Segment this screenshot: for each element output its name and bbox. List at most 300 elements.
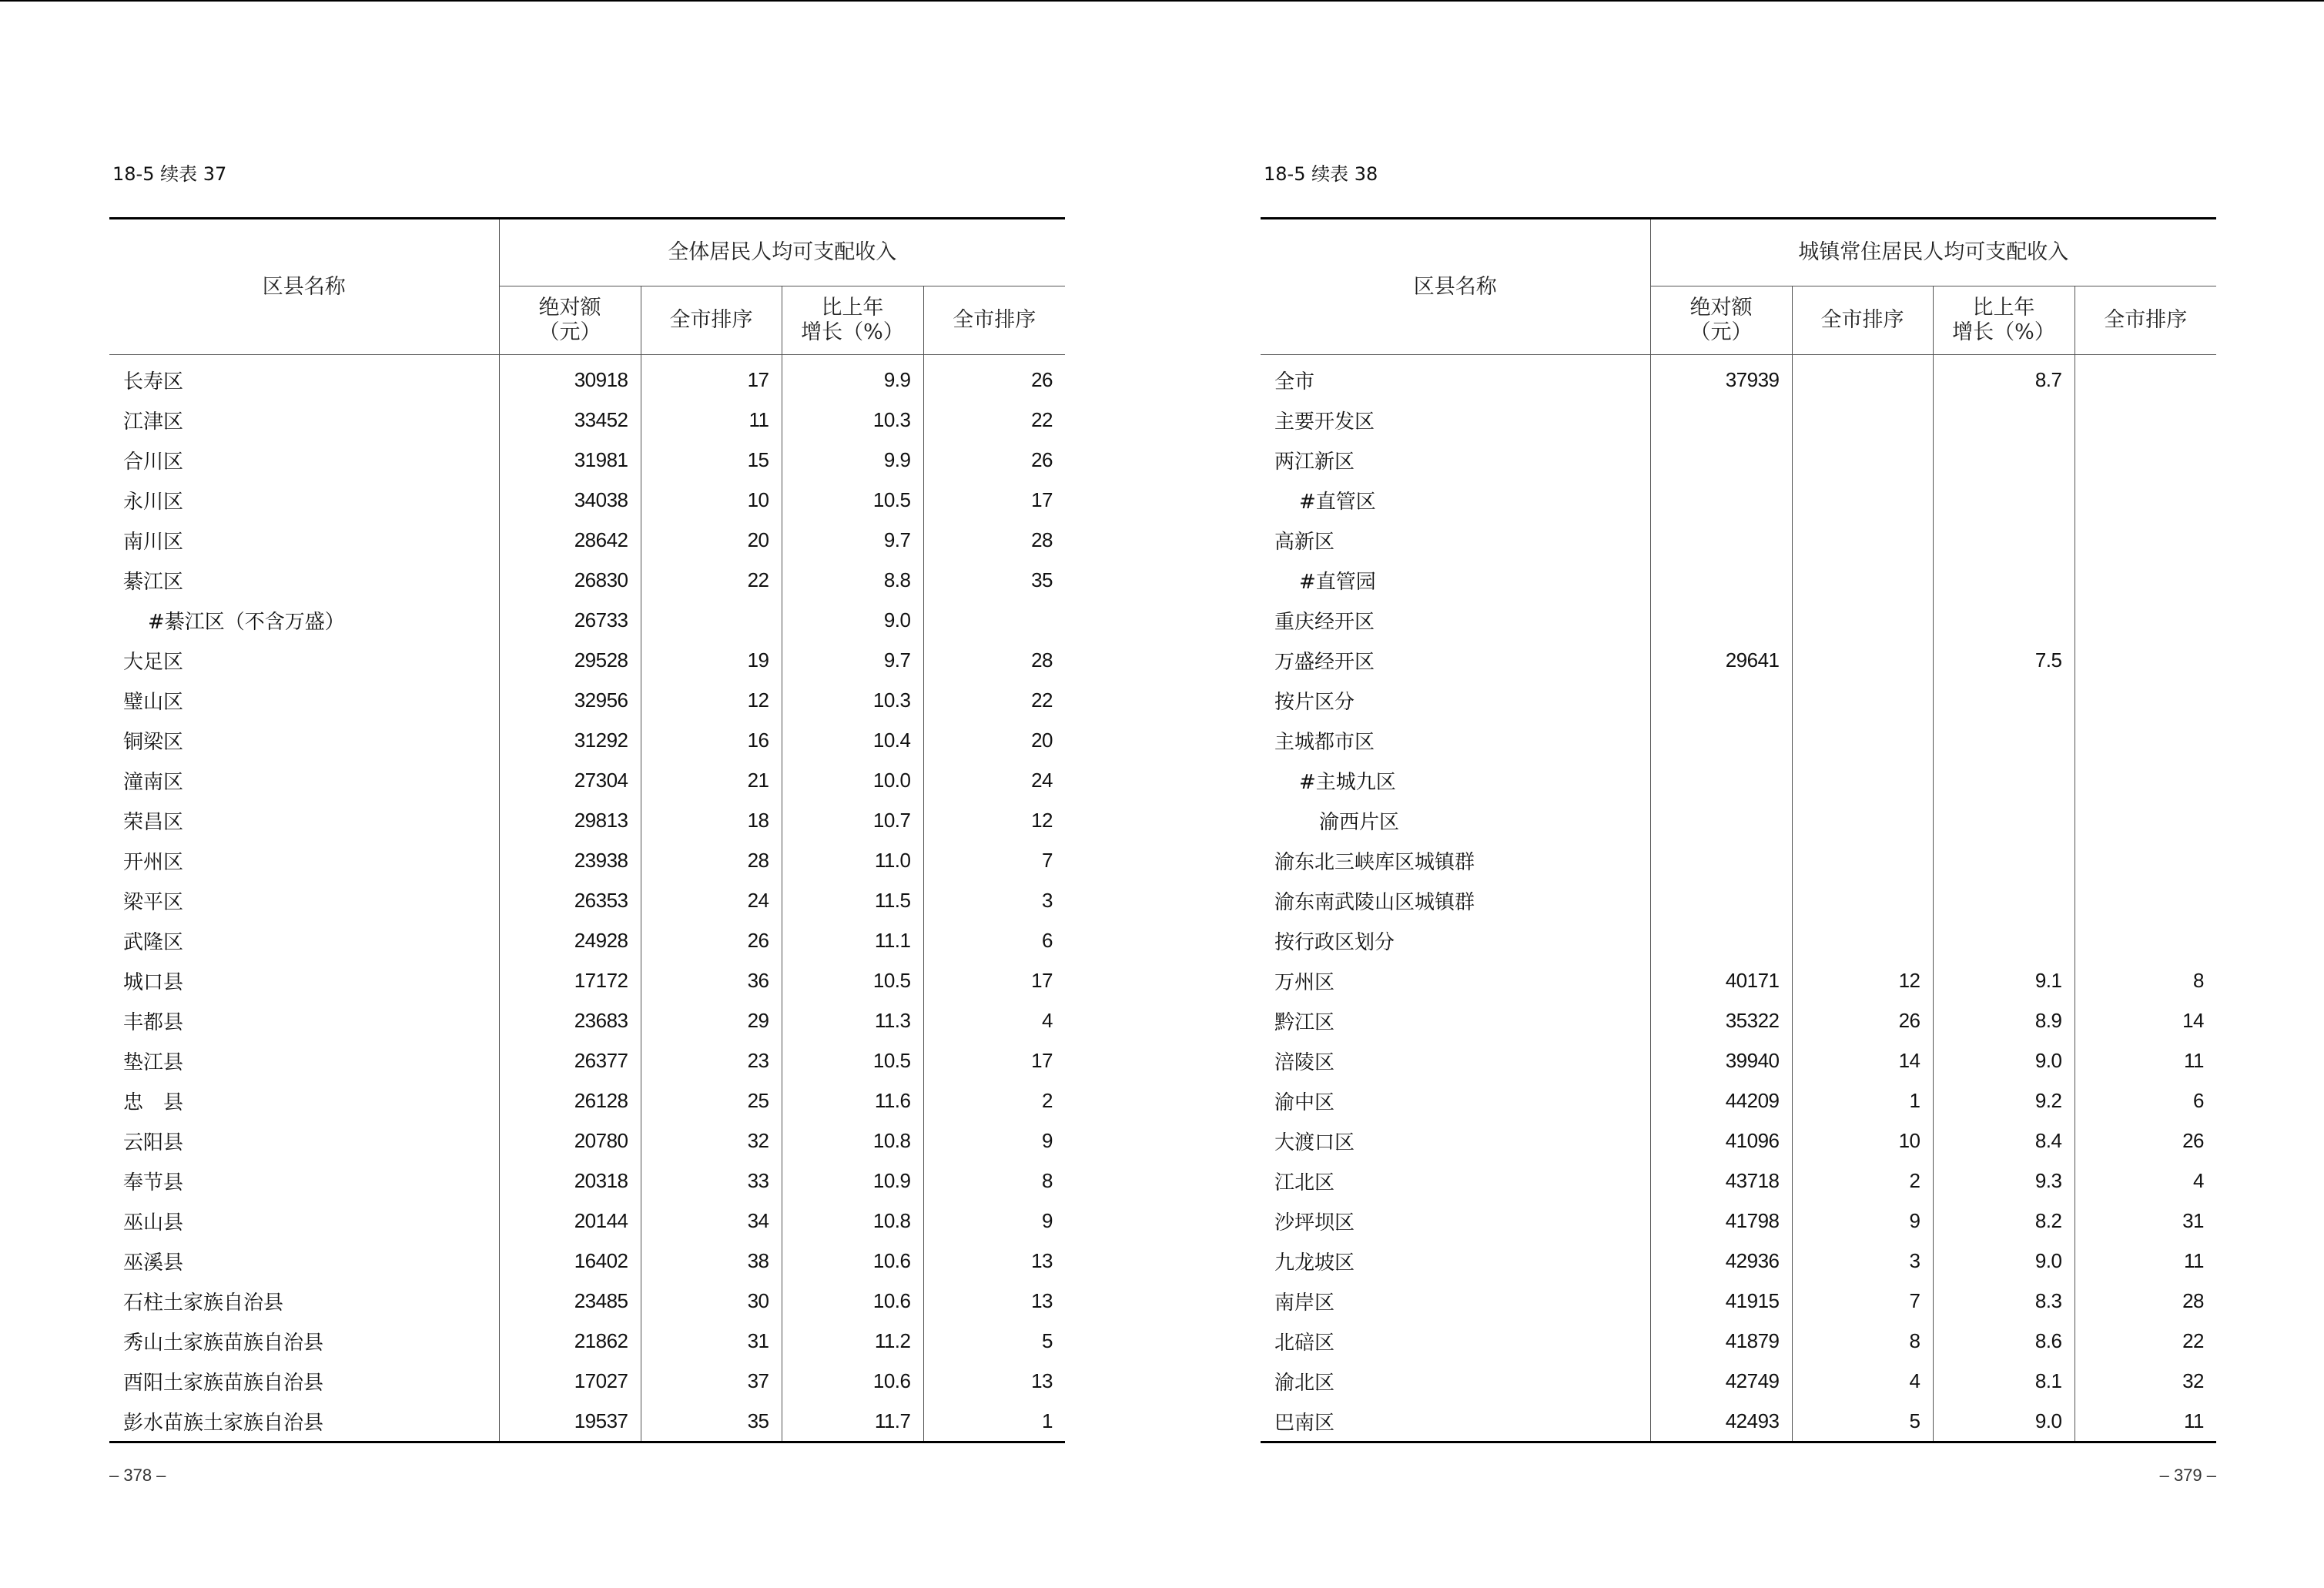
table-row bbox=[1261, 1201, 2216, 1241]
table-row bbox=[109, 440, 1065, 480]
table-row bbox=[1261, 760, 2216, 800]
table-row bbox=[1261, 1000, 2216, 1040]
absolute-cell: 43718 bbox=[1650, 1161, 1792, 1201]
table-row bbox=[109, 1361, 1065, 1401]
table-row bbox=[109, 520, 1065, 560]
rank-growth-cell: 8 bbox=[923, 1161, 1065, 1201]
district-name-cell: #直管区 bbox=[1299, 490, 1376, 514]
absolute-cell: 33452 bbox=[499, 400, 641, 440]
table-row bbox=[109, 1281, 1065, 1321]
absolute-cell: 28642 bbox=[499, 520, 641, 560]
rank-cell: 26 bbox=[1792, 1000, 1933, 1040]
rank-growth-cell: 11 bbox=[2075, 1040, 2216, 1080]
district-name-cell: 按行政区划分 bbox=[1274, 930, 1395, 954]
growth-cell: 11.2 bbox=[782, 1321, 923, 1361]
table-row bbox=[109, 400, 1065, 440]
district-name-cell: 梁平区 bbox=[123, 890, 184, 914]
district-name-cell: 巫山县 bbox=[123, 1211, 184, 1235]
rank-growth-cell: 9 bbox=[923, 1201, 1065, 1241]
header-growth-label: 比上年 bbox=[821, 296, 884, 320]
absolute-cell bbox=[1650, 680, 1792, 720]
absolute-cell: 37939 bbox=[1650, 355, 1792, 400]
header-growth bbox=[1933, 286, 2075, 355]
growth-cell: 9.0 bbox=[1933, 1241, 2075, 1281]
rank-growth-cell bbox=[923, 600, 1065, 640]
absolute-cell: 31292 bbox=[499, 720, 641, 760]
rank-cell: 32 bbox=[641, 1121, 782, 1161]
growth-cell: 11.0 bbox=[782, 840, 923, 880]
table-row bbox=[1261, 720, 2216, 760]
absolute-cell bbox=[1650, 480, 1792, 520]
rank-growth-cell: 13 bbox=[923, 1281, 1065, 1321]
growth-cell: 10.8 bbox=[782, 1201, 923, 1241]
absolute-cell bbox=[1650, 400, 1792, 440]
growth-cell: 9.0 bbox=[1933, 1040, 2075, 1080]
growth-cell: 10.7 bbox=[782, 800, 923, 840]
growth-cell bbox=[1933, 840, 2075, 880]
rank-cell: 10 bbox=[641, 480, 782, 520]
rank-growth-cell: 12 bbox=[923, 800, 1065, 840]
table-row bbox=[109, 800, 1065, 840]
absolute-cell: 35322 bbox=[1650, 1000, 1792, 1040]
table-row bbox=[1261, 600, 2216, 640]
rank-cell: 15 bbox=[641, 440, 782, 480]
rank-growth-cell bbox=[2075, 600, 2216, 640]
growth-cell: 10.4 bbox=[782, 720, 923, 760]
table-body bbox=[109, 355, 1065, 1442]
header-absolute-unit: （元） bbox=[1689, 320, 1753, 344]
header-rank: 全市排序 bbox=[1792, 286, 1933, 355]
district-name-cell: 南川区 bbox=[123, 530, 184, 554]
rank-cell bbox=[1792, 600, 1933, 640]
rank-growth-cell: 7 bbox=[923, 840, 1065, 880]
absolute-cell: 42749 bbox=[1650, 1361, 1792, 1401]
header-absolute bbox=[1650, 286, 1792, 355]
table-row bbox=[109, 840, 1065, 880]
absolute-cell: 26353 bbox=[499, 880, 641, 920]
table-row bbox=[1261, 680, 2216, 720]
table-row bbox=[1261, 1241, 2216, 1281]
growth-cell bbox=[1933, 440, 2075, 480]
growth-cell: 11.5 bbox=[782, 880, 923, 920]
district-name-cell: 重庆经开区 bbox=[1274, 610, 1375, 634]
district-name-cell: 铜梁区 bbox=[123, 730, 184, 754]
district-name-cell: 两江新区 bbox=[1274, 450, 1355, 474]
top-rule bbox=[0, 0, 2324, 2]
district-name-cell: 奉节县 bbox=[123, 1171, 184, 1194]
table-row bbox=[1261, 400, 2216, 440]
rank-growth-cell: 17 bbox=[923, 960, 1065, 1000]
district-name-cell: #主城九区 bbox=[1299, 770, 1396, 794]
absolute-cell bbox=[1650, 840, 1792, 880]
growth-cell: 8.1 bbox=[1933, 1361, 2075, 1401]
rank-cell bbox=[1792, 840, 1933, 880]
absolute-cell bbox=[1650, 440, 1792, 480]
rank-cell: 14 bbox=[1792, 1040, 1933, 1080]
rank-cell: 37 bbox=[641, 1361, 782, 1401]
rank-growth-cell: 11 bbox=[2075, 1241, 2216, 1281]
district-name-cell: 忠 县 bbox=[123, 1090, 184, 1114]
rank-cell bbox=[1792, 800, 1933, 840]
absolute-cell: 27304 bbox=[499, 760, 641, 800]
growth-cell: 10.8 bbox=[782, 1121, 923, 1161]
rank-cell: 38 bbox=[641, 1241, 782, 1281]
absolute-cell bbox=[1650, 560, 1792, 600]
table-row bbox=[109, 480, 1065, 520]
district-name-cell: 北碚区 bbox=[1274, 1331, 1335, 1355]
rank-growth-cell: 6 bbox=[923, 920, 1065, 960]
growth-cell: 8.8 bbox=[782, 560, 923, 600]
table-row bbox=[109, 640, 1065, 680]
rank-growth-cell: 32 bbox=[2075, 1361, 2216, 1401]
table-row bbox=[1261, 355, 2216, 400]
rank-cell bbox=[1792, 920, 1933, 960]
district-name-cell: 长寿区 bbox=[123, 370, 184, 394]
rank-cell: 25 bbox=[641, 1080, 782, 1121]
table-row bbox=[109, 1321, 1065, 1361]
absolute-cell bbox=[1650, 760, 1792, 800]
header-rank-growth: 全市排序 bbox=[2075, 286, 2216, 355]
district-name-cell: 城口县 bbox=[123, 970, 184, 994]
rank-growth-cell: 6 bbox=[2075, 1080, 2216, 1121]
district-name-cell: 丰都县 bbox=[123, 1010, 184, 1034]
table-row bbox=[109, 1080, 1065, 1121]
rank-cell: 1 bbox=[1792, 1080, 1933, 1121]
district-name-cell: 主要开发区 bbox=[1274, 410, 1375, 434]
growth-cell: 11.7 bbox=[782, 1401, 923, 1442]
absolute-cell: 16402 bbox=[499, 1241, 641, 1281]
rank-cell bbox=[1792, 520, 1933, 560]
table-row bbox=[1261, 520, 2216, 560]
header-absolute-label: 绝对额 bbox=[1689, 296, 1753, 320]
rank-growth-cell bbox=[2075, 880, 2216, 920]
header-district-name: 区县名称 bbox=[109, 219, 499, 355]
rank-growth-cell bbox=[2075, 520, 2216, 560]
table-row bbox=[1261, 1401, 2216, 1442]
rank-growth-cell: 24 bbox=[923, 760, 1065, 800]
growth-cell bbox=[1933, 400, 2075, 440]
rank-growth-cell bbox=[2075, 680, 2216, 720]
rank-growth-cell: 26 bbox=[923, 355, 1065, 400]
absolute-cell bbox=[1650, 920, 1792, 960]
rank-cell: 4 bbox=[1792, 1361, 1933, 1401]
growth-cell: 10.5 bbox=[782, 480, 923, 520]
rank-cell: 3 bbox=[1792, 1241, 1933, 1281]
district-name-cell: 巴南区 bbox=[1261, 1401, 1650, 1442]
district-name-cell: 合川区 bbox=[123, 450, 184, 474]
absolute-cell: 20144 bbox=[499, 1201, 641, 1241]
table-row bbox=[109, 1161, 1065, 1201]
table-row bbox=[109, 600, 1065, 640]
table-body bbox=[1261, 355, 2216, 1442]
table-row bbox=[109, 960, 1065, 1000]
rank-cell: 34 bbox=[641, 1201, 782, 1241]
district-name-cell: 南岸区 bbox=[1274, 1291, 1335, 1315]
rank-cell: 19 bbox=[641, 640, 782, 680]
growth-cell bbox=[1933, 560, 2075, 600]
table-row bbox=[109, 680, 1065, 720]
district-name-cell: 黔江区 bbox=[1274, 1010, 1335, 1034]
growth-cell: 11.1 bbox=[782, 920, 923, 960]
growth-cell: 9.2 bbox=[1933, 1080, 2075, 1121]
growth-cell: 10.3 bbox=[782, 400, 923, 440]
rank-growth-cell: 4 bbox=[2075, 1161, 2216, 1201]
rank-growth-cell: 4 bbox=[923, 1000, 1065, 1040]
growth-cell bbox=[1933, 920, 2075, 960]
district-name-cell: 江北区 bbox=[1274, 1171, 1335, 1194]
table-row bbox=[1261, 1281, 2216, 1321]
district-name-cell: 彭水苗族土家族自治县 bbox=[109, 1401, 499, 1442]
rank-cell: 20 bbox=[641, 520, 782, 560]
rank-growth-cell: 17 bbox=[923, 1040, 1065, 1080]
growth-cell: 9.7 bbox=[782, 640, 923, 680]
header-district-name: 区县名称 bbox=[1261, 219, 1650, 355]
growth-cell bbox=[1933, 800, 2075, 840]
table-row bbox=[1261, 1361, 2216, 1401]
growth-cell: 10.6 bbox=[782, 1361, 923, 1401]
rank-growth-cell: 35 bbox=[923, 560, 1065, 600]
header-growth bbox=[782, 286, 923, 355]
rank-growth-cell: 20 bbox=[923, 720, 1065, 760]
growth-cell: 8.7 bbox=[1933, 355, 2075, 400]
rank-cell bbox=[641, 600, 782, 640]
district-name-cell: 渝东北三峡库区城镇群 bbox=[1274, 850, 1475, 874]
rank-cell: 33 bbox=[641, 1161, 782, 1201]
rank-cell bbox=[1792, 720, 1933, 760]
district-name-cell: 高新区 bbox=[1274, 530, 1335, 554]
table-row bbox=[1261, 840, 2216, 880]
growth-cell: 8.4 bbox=[1933, 1121, 2075, 1161]
absolute-cell: 23938 bbox=[499, 840, 641, 880]
district-name-cell: 全市 bbox=[1274, 370, 1315, 394]
district-name-cell: 璧山区 bbox=[123, 690, 184, 714]
rank-growth-cell: 9 bbox=[923, 1121, 1065, 1161]
district-name-cell: 渝中区 bbox=[1274, 1090, 1335, 1114]
rank-cell: 16 bbox=[641, 720, 782, 760]
page-number: – 379 – bbox=[2159, 1466, 2216, 1485]
rank-growth-cell: 3 bbox=[923, 880, 1065, 920]
rank-cell bbox=[1792, 640, 1933, 680]
table-row bbox=[109, 1201, 1065, 1241]
absolute-cell: 20780 bbox=[499, 1121, 641, 1161]
header-absolute-unit: （元） bbox=[538, 320, 601, 344]
rank-cell: 26 bbox=[641, 920, 782, 960]
table-row bbox=[1261, 1321, 2216, 1361]
table-row bbox=[109, 1121, 1065, 1161]
district-name-cell: 巫溪县 bbox=[123, 1251, 184, 1275]
district-name-cell: 万州区 bbox=[1274, 970, 1335, 994]
rank-cell: 17 bbox=[641, 355, 782, 400]
absolute-cell: 41096 bbox=[1650, 1121, 1792, 1161]
rank-growth-cell: 2 bbox=[923, 1080, 1065, 1121]
header-growth-unit: 增长（%） bbox=[801, 320, 904, 344]
absolute-cell: 30918 bbox=[499, 355, 641, 400]
growth-cell: 9.1 bbox=[1933, 960, 2075, 1000]
growth-cell: 10.6 bbox=[782, 1281, 923, 1321]
rank-cell bbox=[1792, 560, 1933, 600]
rank-growth-cell bbox=[2075, 560, 2216, 600]
growth-cell: 10.3 bbox=[782, 680, 923, 720]
absolute-cell: 42936 bbox=[1650, 1241, 1792, 1281]
rank-cell: 22 bbox=[641, 560, 782, 600]
rank-growth-cell bbox=[2075, 720, 2216, 760]
table-row bbox=[1261, 880, 2216, 920]
rank-growth-cell bbox=[2075, 760, 2216, 800]
district-name-cell: 涪陵区 bbox=[1274, 1050, 1335, 1074]
growth-cell bbox=[1933, 520, 2075, 560]
rank-cell: 2 bbox=[1792, 1161, 1933, 1201]
growth-cell: 10.0 bbox=[782, 760, 923, 800]
growth-cell bbox=[1933, 880, 2075, 920]
table-row bbox=[109, 720, 1065, 760]
absolute-cell: 21862 bbox=[499, 1321, 641, 1361]
rank-cell: 9 bbox=[1792, 1201, 1933, 1241]
rank-growth-cell bbox=[2075, 440, 2216, 480]
absolute-cell: 29528 bbox=[499, 640, 641, 680]
absolute-cell bbox=[1650, 800, 1792, 840]
district-name-cell: 渝西片区 bbox=[1319, 810, 1400, 834]
growth-cell bbox=[1933, 760, 2075, 800]
rank-cell: 23 bbox=[641, 1040, 782, 1080]
district-name-cell: 江津区 bbox=[123, 410, 184, 434]
rank-cell: 28 bbox=[641, 840, 782, 880]
table-row bbox=[109, 1241, 1065, 1281]
growth-cell: 9.0 bbox=[782, 600, 923, 640]
table-row bbox=[109, 1040, 1065, 1080]
absolute-cell bbox=[1650, 600, 1792, 640]
district-name-cell: 酉阳土家族苗族自治县 bbox=[123, 1371, 324, 1395]
header-rank-growth: 全市排序 bbox=[923, 286, 1065, 355]
absolute-cell: 17172 bbox=[499, 960, 641, 1000]
absolute-cell: 41915 bbox=[1650, 1281, 1792, 1321]
absolute-cell: 29813 bbox=[499, 800, 641, 840]
district-name-cell: 九龙坡区 bbox=[1274, 1251, 1355, 1275]
district-name-cell: 大渡口区 bbox=[1274, 1131, 1355, 1154]
absolute-cell: 26733 bbox=[499, 600, 641, 640]
header-group: 全体居民人均可支配收入 bbox=[499, 219, 1065, 286]
district-name-cell: 秀山土家族苗族自治县 bbox=[123, 1331, 324, 1355]
rank-cell: 29 bbox=[641, 1000, 782, 1040]
district-name-cell: 大足区 bbox=[123, 650, 184, 674]
growth-cell bbox=[1933, 680, 2075, 720]
district-name-cell: #直管园 bbox=[1299, 570, 1376, 594]
rank-cell bbox=[1792, 760, 1933, 800]
district-name-cell: 永川区 bbox=[123, 490, 184, 514]
growth-cell: 9.7 bbox=[782, 520, 923, 560]
district-name-cell: 綦江区 bbox=[123, 570, 184, 594]
district-name-cell: 万盛经开区 bbox=[1274, 650, 1375, 674]
rank-growth-cell bbox=[2075, 355, 2216, 400]
rank-growth-cell bbox=[2075, 800, 2216, 840]
district-name-cell: 云阳县 bbox=[123, 1131, 184, 1154]
rank-cell bbox=[1792, 440, 1933, 480]
rank-cell: 30 bbox=[641, 1281, 782, 1321]
table-row bbox=[1261, 1161, 2216, 1201]
table-row bbox=[1261, 640, 2216, 680]
header-growth-label: 比上年 bbox=[1972, 296, 2035, 320]
table-row bbox=[109, 1000, 1065, 1040]
table-row bbox=[1261, 1040, 2216, 1080]
growth-cell: 10.5 bbox=[782, 1040, 923, 1080]
absolute-cell: 24928 bbox=[499, 920, 641, 960]
rank-growth-cell bbox=[2075, 920, 2216, 960]
absolute-cell: 26377 bbox=[499, 1040, 641, 1080]
growth-cell bbox=[1933, 480, 2075, 520]
table-row bbox=[109, 560, 1065, 600]
table-caption: 18-5 续表 37 bbox=[112, 163, 227, 185]
growth-cell: 8.3 bbox=[1933, 1281, 2075, 1321]
rank-cell bbox=[1792, 355, 1933, 400]
rank-cell: 10 bbox=[1792, 1121, 1933, 1161]
district-name-cell: 石柱土家族自治县 bbox=[123, 1291, 284, 1315]
rank-cell bbox=[1792, 400, 1933, 440]
table-row bbox=[1261, 1121, 2216, 1161]
absolute-cell bbox=[1650, 520, 1792, 560]
header-group: 城镇常住居民人均可支配收入 bbox=[1650, 219, 2216, 286]
table-row bbox=[1261, 480, 2216, 520]
growth-cell bbox=[1933, 720, 2075, 760]
growth-cell: 10.9 bbox=[782, 1161, 923, 1201]
rank-growth-cell: 22 bbox=[2075, 1321, 2216, 1361]
absolute-cell: 23485 bbox=[499, 1281, 641, 1321]
rank-cell: 35 bbox=[641, 1401, 782, 1442]
rank-growth-cell: 5 bbox=[923, 1321, 1065, 1361]
district-name-cell: 开州区 bbox=[123, 850, 184, 874]
header-absolute bbox=[499, 286, 641, 355]
rank-cell: 12 bbox=[641, 680, 782, 720]
rank-growth-cell: 26 bbox=[923, 440, 1065, 480]
rank-growth-cell bbox=[2075, 480, 2216, 520]
rank-growth-cell: 28 bbox=[2075, 1281, 2216, 1321]
rank-growth-cell: 17 bbox=[923, 480, 1065, 520]
district-name-cell: 荣昌区 bbox=[123, 810, 184, 834]
page-number: – 378 – bbox=[109, 1466, 166, 1485]
table-row bbox=[109, 355, 1065, 400]
rank-growth-cell: 26 bbox=[2075, 1121, 2216, 1161]
rank-cell bbox=[1792, 880, 1933, 920]
rank-cell: 5 bbox=[1792, 1401, 1933, 1442]
growth-cell: 8.2 bbox=[1933, 1201, 2075, 1241]
growth-cell: 9.0 bbox=[1933, 1401, 2075, 1442]
absolute-cell bbox=[1650, 880, 1792, 920]
table-row bbox=[109, 760, 1065, 800]
absolute-cell: 29641 bbox=[1650, 640, 1792, 680]
header-growth-unit: 增长（%） bbox=[1952, 320, 2055, 344]
absolute-cell: 26128 bbox=[499, 1080, 641, 1121]
district-name-cell: 渝北区 bbox=[1274, 1371, 1335, 1395]
absolute-cell: 44209 bbox=[1650, 1080, 1792, 1121]
district-name-cell: 沙坪坝区 bbox=[1274, 1211, 1355, 1235]
district-name-cell: 渝东南武陵山区城镇群 bbox=[1274, 890, 1475, 914]
absolute-cell: 34038 bbox=[499, 480, 641, 520]
table-row bbox=[1261, 960, 2216, 1000]
growth-cell: 11.6 bbox=[782, 1080, 923, 1121]
rank-growth-cell: 28 bbox=[923, 640, 1065, 680]
table-row bbox=[1261, 920, 2216, 960]
absolute-cell: 39940 bbox=[1650, 1040, 1792, 1080]
absolute-cell bbox=[1650, 720, 1792, 760]
table-row bbox=[1261, 440, 2216, 480]
rank-cell: 18 bbox=[641, 800, 782, 840]
growth-cell: 10.6 bbox=[782, 1241, 923, 1281]
absolute-cell: 31981 bbox=[499, 440, 641, 480]
rank-cell: 24 bbox=[641, 880, 782, 920]
rank-growth-cell: 13 bbox=[923, 1361, 1065, 1401]
table-row bbox=[109, 1401, 1065, 1442]
rank-cell: 7 bbox=[1792, 1281, 1933, 1321]
growth-cell: 8.9 bbox=[1933, 1000, 2075, 1040]
rank-cell: 8 bbox=[1792, 1321, 1933, 1361]
